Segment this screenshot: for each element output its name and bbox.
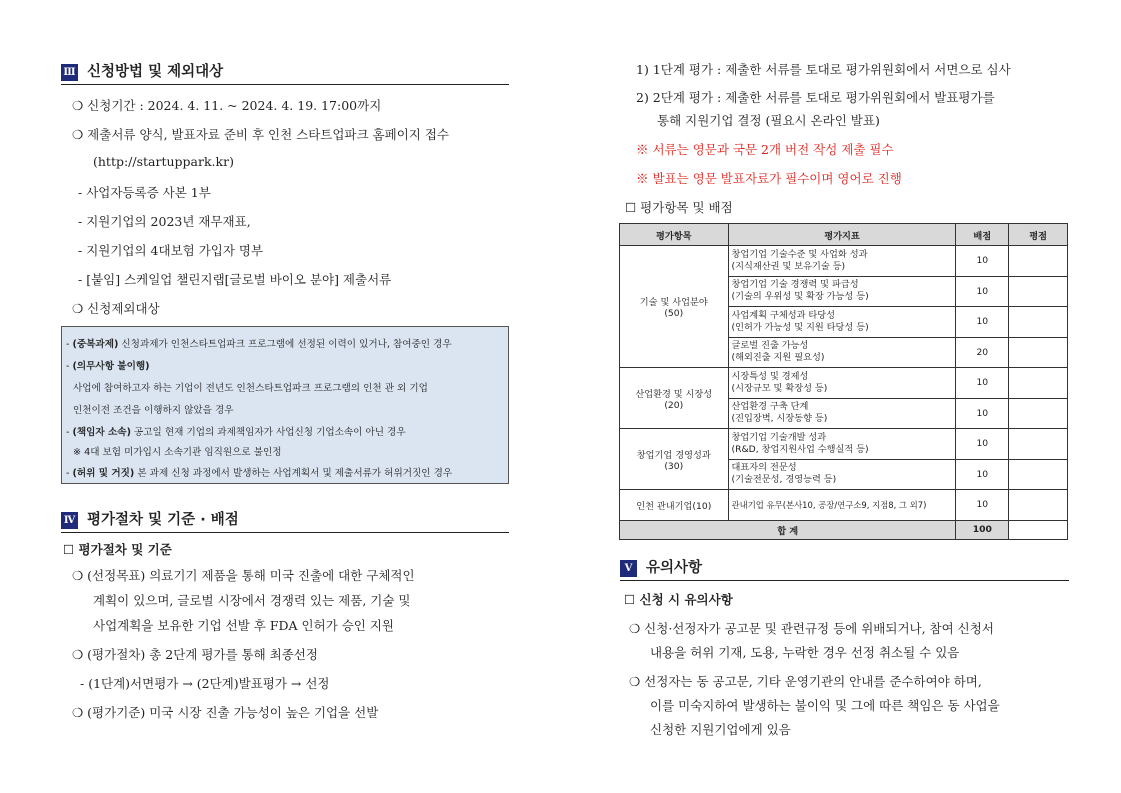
doc-item: - [붙임] 스케일업 챌린지랩[글로벌 바이오 분야] 제출서류 <box>78 272 392 287</box>
rating-cell <box>1009 307 1068 338</box>
rating-cell <box>1009 398 1068 429</box>
note-documents: ※ 서류는 영문과 국문 2개 버전 작성 제출 필수 <box>636 142 894 157</box>
table-row <box>620 368 1068 399</box>
application-period: ❍ 신청기간 : 2024. 4. 11. ~ 2024. 4. 19. 17:00까지 <box>72 98 382 113</box>
indicator-cell: 시장특성 및 경제성 (시장규모 및 확장성 등) <box>728 368 956 399</box>
caution-2-cont: 이를 미숙지하여 발생하는 불이익 및 그에 따른 책임은 동 사업을 <box>650 698 1000 713</box>
section-title: 신청방법 및 제외대상 <box>87 64 224 80</box>
doc-item: - 지원기업의 2023년 재무재표, <box>78 214 251 229</box>
rating-cell <box>1009 246 1068 277</box>
score-cell: 10 <box>956 246 1009 277</box>
table-row <box>620 429 1068 460</box>
box-line: ※ 4대 보험 미가입시 소속기관 임직원으로 불인정 <box>73 447 282 458</box>
section-title: 평가절차 및 기준 · 배점 <box>87 512 239 528</box>
box-line: - (책임자 소속) 공고일 현재 기업의 과제책임자가 사업신청 기업소속이 아닌 경우 <box>66 427 406 438</box>
selection-goal: ❍ (선정목표) 의료기기 제품을 통해 미국 진출에 대한 구체적인 <box>72 568 415 583</box>
eval-steps: - (1단계)서면평가 → (2단계)발표평가 → 선정 <box>80 676 330 691</box>
score-cell: 10 <box>956 398 1009 429</box>
selection-goal-cont: 사업계획을 보유한 기업 선발 후 FDA 인허가 승인 지원 <box>93 618 395 633</box>
rating-cell <box>1009 337 1068 368</box>
subsection-title: ☐ 평가절차 및 기준 <box>63 542 172 557</box>
section-5-header <box>620 556 1069 581</box>
indicator-cell: 창업기업 기술수준 및 사업화 성과 (지식재산권 및 보유기술 등) <box>728 246 956 277</box>
section-number-badge: Ⅳ <box>61 512 78 529</box>
caution-2: ❍ 선정자는 동 공고문, 기타 운영기관의 안내를 준수하여야 하며, <box>629 674 982 689</box>
section-3-header <box>61 60 509 85</box>
score-cell: 20 <box>956 337 1009 368</box>
rating-cell <box>1009 459 1068 490</box>
selection-goal-cont: 계획이 있으며, 글로벌 시장에서 경쟁력 있는 제품, 기술 및 <box>93 593 411 608</box>
rating-cell <box>1009 490 1068 521</box>
caution-1-cont: 내용을 허위 기재, 도용, 누락한 경우 선정 취소될 수 있음 <box>650 645 960 660</box>
category-cell: 기술 및 사업분야 (50) <box>620 246 729 368</box>
box-line: 인천이전 조건을 이행하지 않았을 경우 <box>73 405 234 416</box>
caution-1: ❍ 신청·선정자가 공고문 및 관련규정 등에 위배되거나, 참여 신청서 <box>629 621 994 636</box>
table-row <box>620 490 1068 521</box>
doc-item: - 사업자등록증 사본 1부 <box>78 185 211 200</box>
box-line: 사업에 참여하고자 하는 기업이 전년도 인천스타트업파크 프로그램의 인천 관 외 기업 <box>73 383 428 394</box>
table-header-row <box>620 224 1068 246</box>
exclusion-box <box>61 326 509 484</box>
stage-2: 2) 2단계 평가 : 제출한 서류를 토대로 평가위원회에서 발표평가를 <box>636 90 995 105</box>
box-line: - (허위 및 거짓) 본 과제 신청 과정에서 발생하는 사업계획서 및 제출서류가 허위거짓인 경우 <box>66 468 453 479</box>
indicator-cell: 글로벌 진출 가능성 (해외진출 지원 필요성) <box>728 337 956 368</box>
header-indicator: 평가지표 <box>728 224 956 246</box>
section-number-badge: Ⅴ <box>620 560 637 577</box>
section-title: 유의사항 <box>646 560 703 576</box>
total-rating <box>1009 520 1068 539</box>
total-row <box>620 520 1068 539</box>
section-number-badge: Ⅲ <box>61 64 78 81</box>
total-label: 합 계 <box>620 520 956 539</box>
score-cell: 10 <box>956 429 1009 460</box>
exclusion-heading: ❍ 신청제외대상 <box>72 301 160 316</box>
indicator-cell: 관내기업 유무(본사10, 공장/연구소9, 지점8, 그 외7) <box>728 490 956 521</box>
category-cell: 창업기업 경영성과 (30) <box>620 429 729 490</box>
evaluation-table <box>619 223 1068 540</box>
eval-procedure: ❍ (평가절차) 총 2단계 평가를 통해 최종선정 <box>72 647 318 662</box>
note-presentation: ※ 발표는 영문 발표자료가 필수이며 영어로 진행 <box>636 171 902 186</box>
score-cell: 10 <box>956 459 1009 490</box>
header-category: 평가항목 <box>620 224 729 246</box>
indicator-cell: 사업계획 구체성과 타당성 (인허가 가능성 및 지원 타당성 등) <box>728 307 956 338</box>
stage-2-cont: 통해 지원기업 결정 (필요시 온라인 발표) <box>657 113 880 128</box>
category-cell: 산업환경 및 시장성 (20) <box>620 368 729 429</box>
stage-1: 1) 1단계 평가 : 제출한 서류를 토대로 평가위원회에서 서면으로 심사 <box>636 62 1011 77</box>
box-line: - (의무사항 불이행) <box>66 361 150 372</box>
score-cell: 10 <box>956 307 1009 338</box>
table-row <box>620 246 1068 277</box>
caution-2-cont: 신청한 지원기업에게 있음 <box>650 722 791 737</box>
rating-cell <box>1009 368 1068 399</box>
indicator-cell: 창업기업 기술 경쟁력 및 파급성 (기술의 우위성 및 확장 가능성 등) <box>728 276 956 307</box>
indicator-cell: 대표자의 전문성 (기술전문성, 경영능력 등) <box>728 459 956 490</box>
box-line: - (중복과제) 신청과제가 인천스타트업파크 프로그램에 선정된 이력이 있거나, 참여중인 경우 <box>66 339 452 350</box>
eval-criteria: ❍ (평가기준) 미국 시장 진출 가능성이 높은 기업을 선발 <box>72 705 379 720</box>
header-score: 배점 <box>956 224 1009 246</box>
indicator-cell: 산업환경 구축 단계 (진입장벽, 시장동향 등) <box>728 398 956 429</box>
subsection-title: ☐ 신청 시 유의사항 <box>624 592 733 607</box>
submission-docs: ❍ 제출서류 양식, 발표자료 준비 후 인천 스타트업파크 홈페이지 접수 <box>72 127 449 142</box>
total-score: 100 <box>956 520 1009 539</box>
table-title: ☐ 평가항목 및 배점 <box>625 200 733 215</box>
category-cell: 인천 관내기업(10) <box>620 490 729 521</box>
homepage-url: (http://startuppark.kr) <box>93 154 234 169</box>
section-4-header <box>61 508 509 533</box>
header-rating: 평점 <box>1009 224 1068 246</box>
score-cell: 10 <box>956 276 1009 307</box>
rating-cell <box>1009 276 1068 307</box>
doc-item: - 지원기업의 4대보험 가입자 명부 <box>78 243 264 258</box>
score-cell: 10 <box>956 490 1009 521</box>
score-cell: 10 <box>956 368 1009 399</box>
rating-cell <box>1009 429 1068 460</box>
indicator-cell: 창업기업 기술개발 성과 (R&D, 창업지원사업 수행실적 등) <box>728 429 956 460</box>
